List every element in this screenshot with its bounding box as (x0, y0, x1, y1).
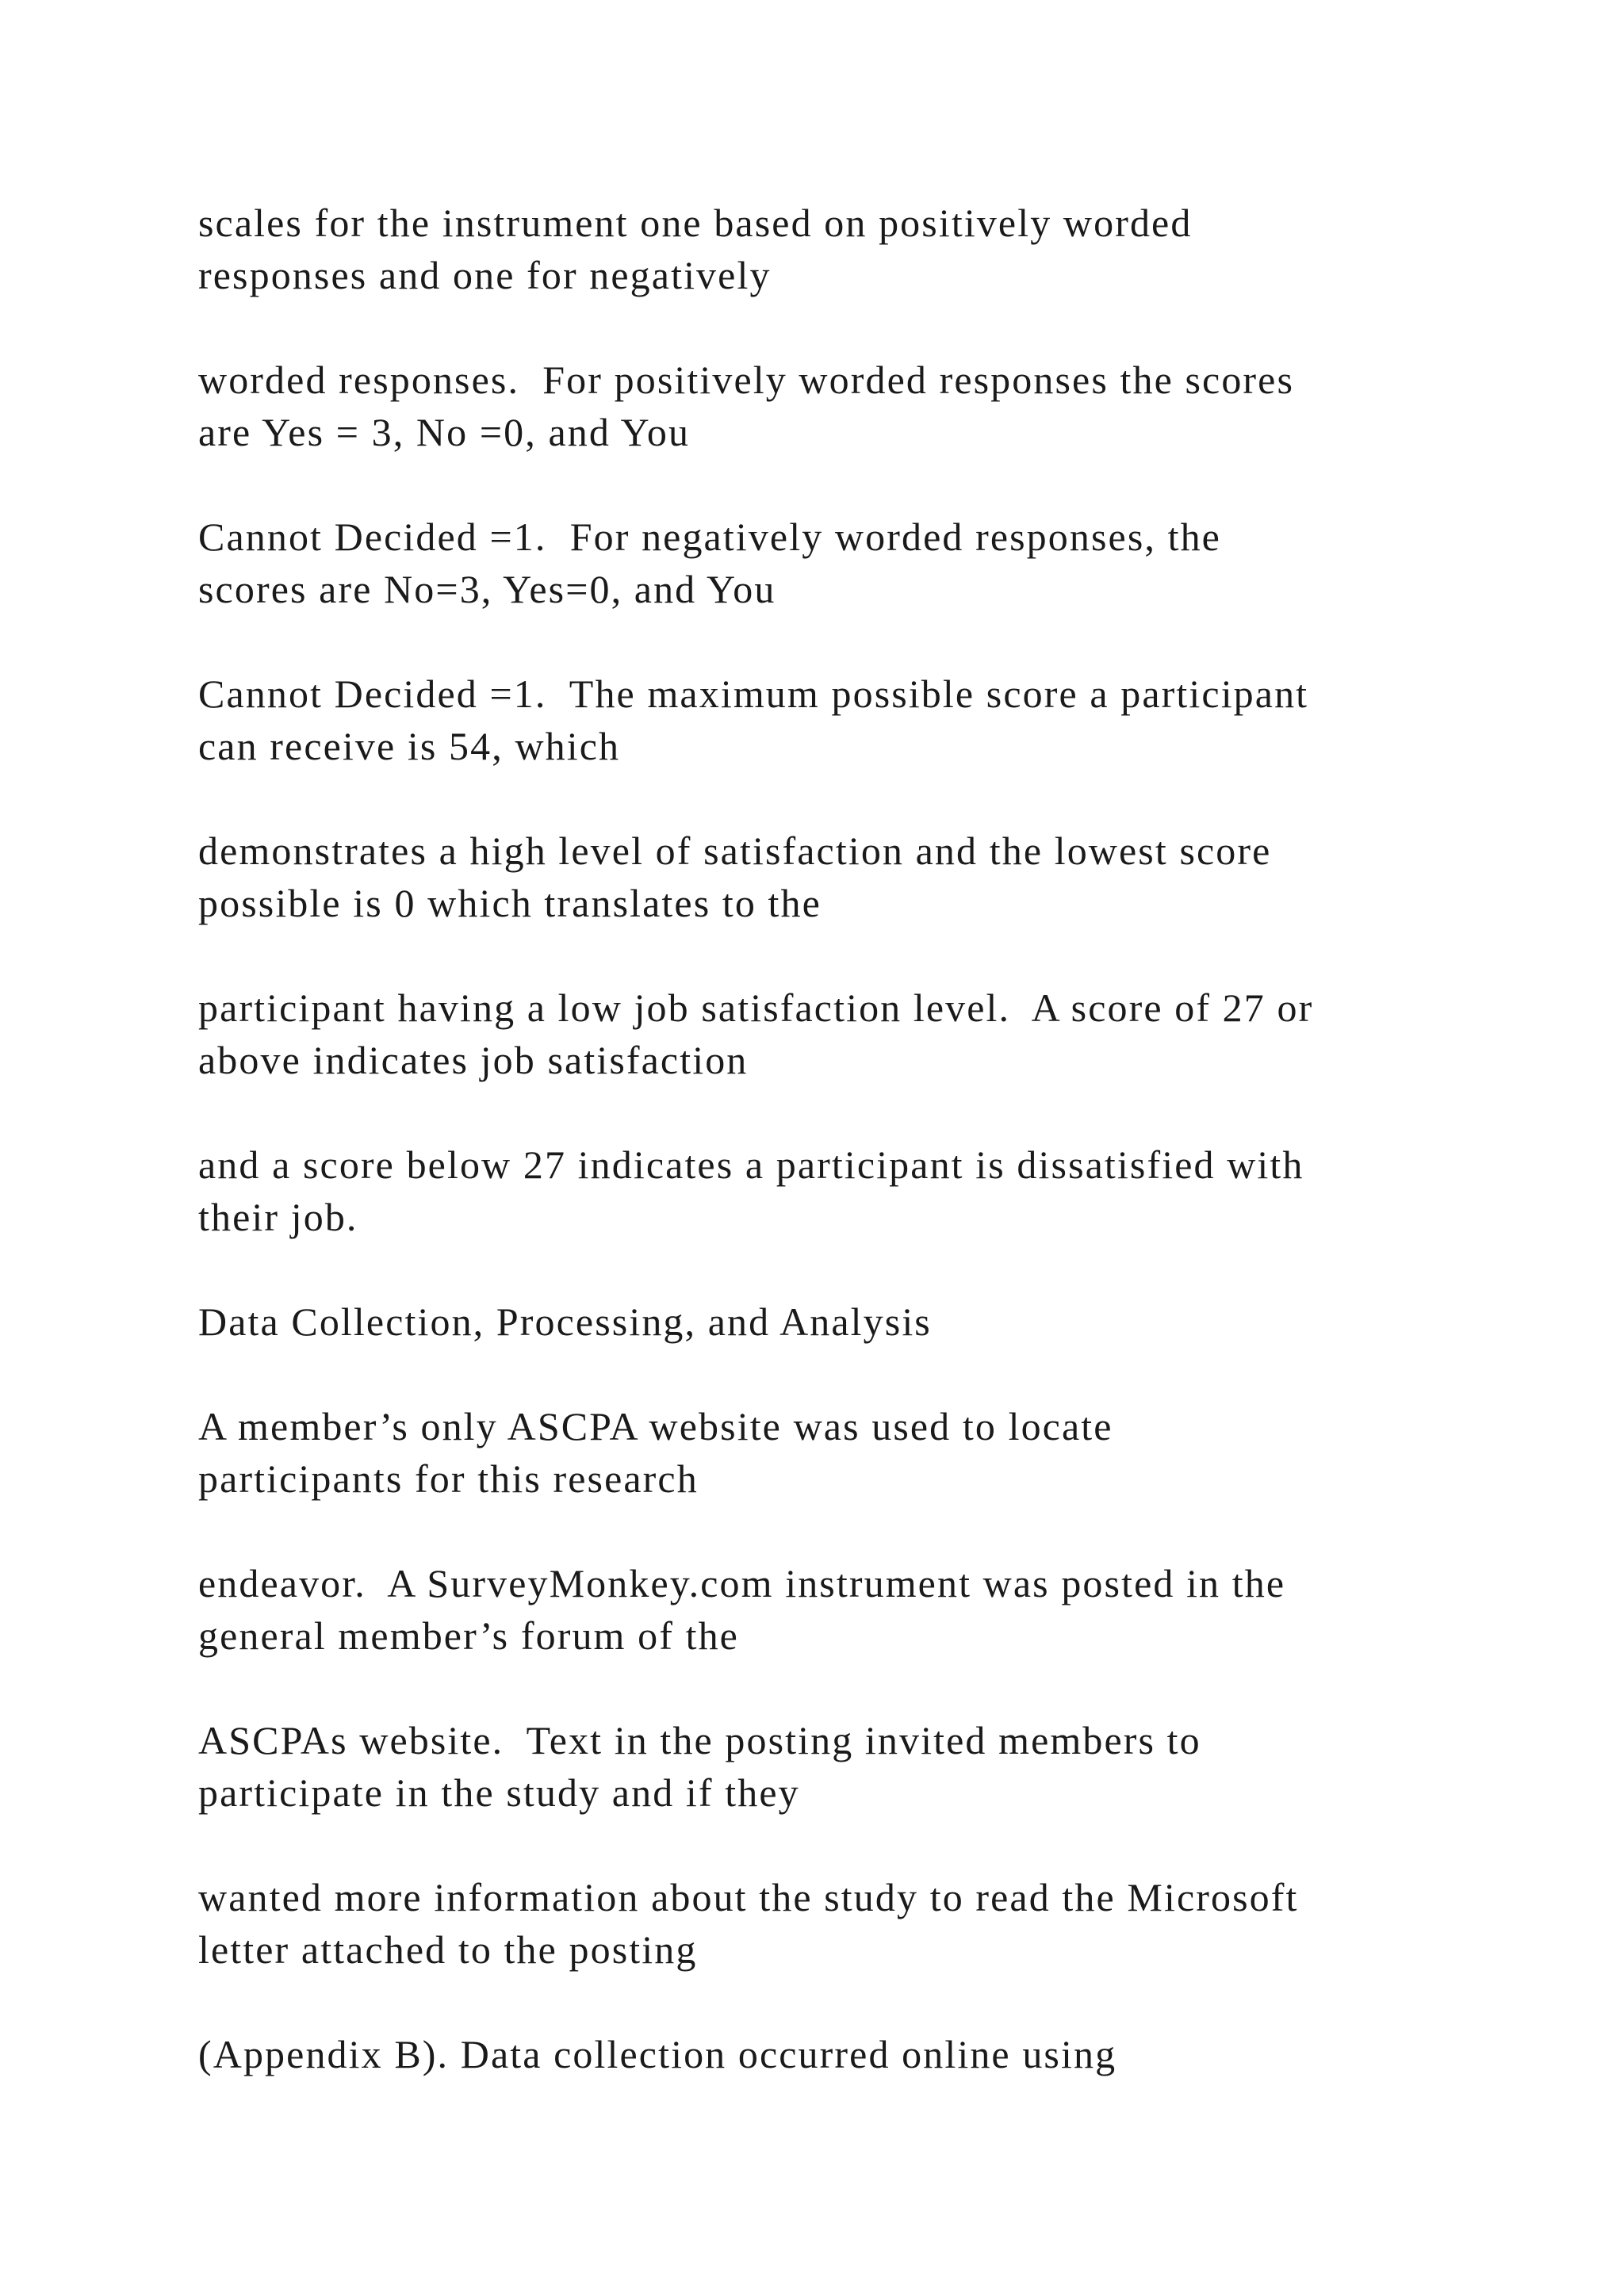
text-line: can receive is 54, which (198, 724, 621, 768)
text-line: participants for this research (198, 1456, 699, 1501)
text-line: scores are No=3, Yes=0, and You (198, 567, 776, 611)
text-line: their job. (198, 1195, 358, 1239)
text-line: and a score below 27 indicates a participant is dissatisfied with (198, 1142, 1304, 1187)
text-line: ASCPAs website. Text in the posting invited members to (198, 1718, 1201, 1762)
text-line: general member’s forum of the (198, 1613, 739, 1658)
text-line: possible is 0 which translates to the (198, 881, 822, 925)
text-line: responses and one for negatively (198, 253, 772, 297)
text-line: scales for the instrument one based on positively worded (198, 201, 1193, 245)
text-line: Cannot Decided =1. The maximum possible score a participant (198, 672, 1309, 716)
text-line: participate in the study and if they (198, 1770, 800, 1815)
text-line: are Yes = 3, No =0, and You (198, 410, 691, 454)
text-line: worded responses. For positively worded responses the scores (198, 358, 1295, 402)
text-line: (Appendix B). Data collection occurred online using (198, 2032, 1117, 2076)
text-line: letter attached to the posting (198, 1927, 698, 1972)
text-line: demonstrates a high level of satisfaction and the lowest score (198, 828, 1272, 873)
text-line: A member’s only ASCPA website was used to locate (198, 1404, 1113, 1448)
text-line: above indicates job satisfaction (198, 1038, 749, 1082)
text-line: wanted more information about the study to read the Microsoft (198, 1875, 1299, 1919)
text-line: endeavor. A SurveyMonkey.com instrument was posted in the (198, 1561, 1286, 1605)
text-line: Cannot Decided =1. For negatively worded responses, the (198, 515, 1221, 559)
text-line: participant having a low job satisfaction level. A score of 27 or (198, 985, 1314, 1030)
section-heading: Data Collection, Processing, and Analysis (198, 1299, 932, 1344)
